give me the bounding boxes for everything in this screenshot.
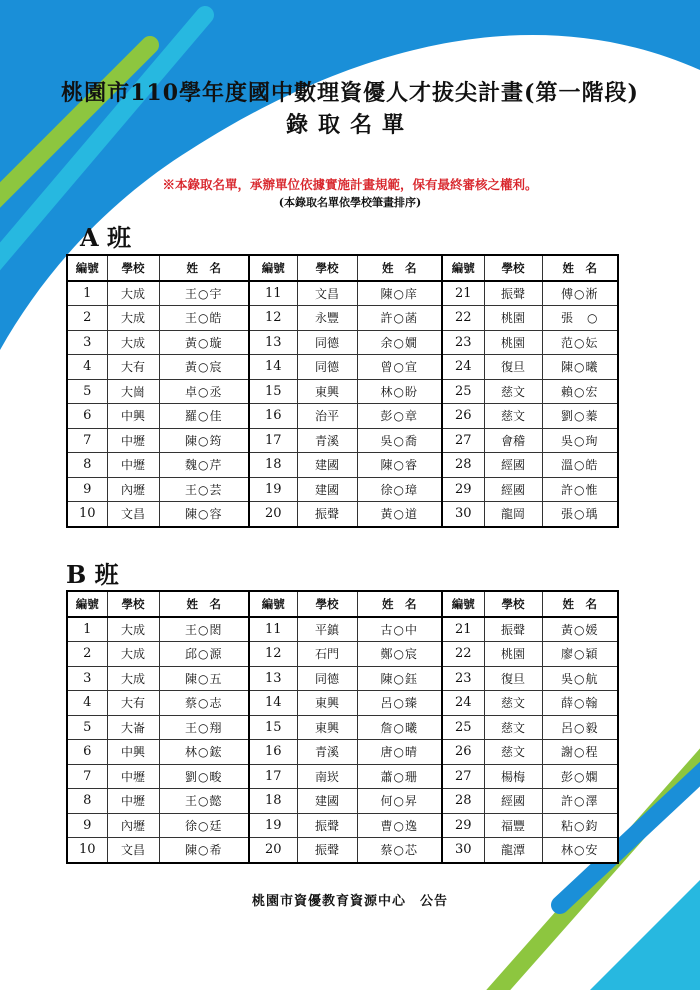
number-cell: 29: [442, 477, 484, 502]
name-cell: 蕭○珊: [357, 764, 442, 789]
school-cell: 青溪: [297, 428, 357, 453]
school-cell: 文昌: [107, 838, 159, 863]
name-cell: 林○鋐: [159, 740, 249, 765]
name-cell: 賴○宏: [542, 379, 618, 404]
name-cell: 黃○璇: [159, 330, 249, 355]
school-cell: 青溪: [297, 740, 357, 765]
school-cell: 慈文: [484, 715, 542, 740]
sort-note: (本錄取名單依學校筆畫排序): [278, 196, 422, 209]
name-cell: 廖○穎: [542, 642, 618, 667]
number-cell: 28: [442, 789, 484, 814]
school-cell: 慈文: [484, 404, 542, 429]
number-cell: 11: [249, 281, 297, 306]
school-cell: 經國: [484, 789, 542, 814]
school-cell: 東興: [297, 691, 357, 716]
number-cell: 19: [249, 813, 297, 838]
name-cell: 徐○璋: [357, 477, 442, 502]
header-num: 編號: [67, 591, 107, 617]
number-cell: 6: [67, 404, 107, 429]
number-cell: 29: [442, 813, 484, 838]
name-cell: 吳○航: [542, 666, 618, 691]
table-row: [67, 502, 618, 527]
school-cell: 振聲: [297, 813, 357, 838]
table-row: [67, 740, 618, 765]
table-row: [67, 789, 618, 814]
number-cell: 4: [67, 355, 107, 380]
number-cell: 7: [67, 764, 107, 789]
name-cell: 林○盼: [357, 379, 442, 404]
number-cell: 15: [249, 379, 297, 404]
school-cell: 楊梅: [484, 764, 542, 789]
school-cell: 桃園: [484, 330, 542, 355]
name-cell: 蔡○芯: [357, 838, 442, 863]
header-name: 姓 名: [159, 591, 249, 617]
name-cell: 呂○毅: [542, 715, 618, 740]
school-cell: 石門: [297, 642, 357, 667]
name-cell: 黃○媛: [542, 617, 618, 642]
number-cell: 12: [249, 642, 297, 667]
name-cell: 王○芸: [159, 477, 249, 502]
school-cell: 復旦: [484, 355, 542, 380]
name-cell: 王○皓: [159, 306, 249, 331]
table-row: [67, 691, 618, 716]
page-title: 桃園市110學年度國中數理資優人才拔尖計畫(第一階段): [61, 80, 639, 106]
school-cell: 內壢: [107, 477, 159, 502]
name-cell: 陳○鈺: [357, 666, 442, 691]
school-cell: 文昌: [107, 502, 159, 527]
school-cell: 中興: [107, 740, 159, 765]
number-cell: 1: [67, 617, 107, 642]
name-cell: 吳○喬: [357, 428, 442, 453]
name-cell: 許○菡: [357, 306, 442, 331]
name-cell: 陳○容: [159, 502, 249, 527]
number-cell: 11: [249, 617, 297, 642]
header-num: 編號: [442, 591, 484, 617]
number-cell: 18: [249, 453, 297, 478]
name-cell: 王○閎: [159, 617, 249, 642]
name-cell: 林○安: [542, 838, 618, 863]
number-cell: 5: [67, 379, 107, 404]
header-school: 學校: [297, 255, 357, 281]
number-cell: 18: [249, 789, 297, 814]
number-cell: 1: [67, 281, 107, 306]
header-name: 姓 名: [159, 255, 249, 281]
school-cell: 慈文: [484, 740, 542, 765]
header-num: 編號: [249, 591, 297, 617]
school-cell: 振聲: [484, 617, 542, 642]
number-cell: 20: [249, 838, 297, 863]
school-cell: 振聲: [297, 502, 357, 527]
number-cell: 9: [67, 813, 107, 838]
class-b-table: [66, 590, 619, 864]
name-cell: 王○翔: [159, 715, 249, 740]
number-cell: 24: [442, 691, 484, 716]
header-num: 編號: [67, 255, 107, 281]
name-cell: 粘○鈞: [542, 813, 618, 838]
number-cell: 27: [442, 764, 484, 789]
name-cell: 黃○道: [357, 502, 442, 527]
header-num: 編號: [249, 255, 297, 281]
number-cell: 17: [249, 428, 297, 453]
number-cell: 22: [442, 306, 484, 331]
number-cell: 21: [442, 281, 484, 306]
school-cell: 建國: [297, 477, 357, 502]
number-cell: 25: [442, 379, 484, 404]
header-name: 姓 名: [542, 255, 618, 281]
number-cell: 16: [249, 740, 297, 765]
number-cell: 20: [249, 502, 297, 527]
name-cell: 許○惟: [542, 477, 618, 502]
table-row: [67, 715, 618, 740]
name-cell: 邱○源: [159, 642, 249, 667]
number-cell: 9: [67, 477, 107, 502]
table-row: [67, 617, 618, 642]
notice-text: ※本錄取名單，承辦單位依據實施計畫規範，保有最終審核之權利。: [162, 177, 538, 192]
number-cell: 13: [249, 666, 297, 691]
class-b-title: B 班: [66, 560, 119, 589]
number-cell: 8: [67, 453, 107, 478]
school-cell: 大成: [107, 330, 159, 355]
header-school: 學校: [484, 255, 542, 281]
name-cell: 余○嫺: [357, 330, 442, 355]
table-row: [67, 404, 618, 429]
name-cell: 王○宇: [159, 281, 249, 306]
school-cell: 東興: [297, 379, 357, 404]
name-cell: 范○妘: [542, 330, 618, 355]
name-cell: 呂○臻: [357, 691, 442, 716]
number-cell: 24: [442, 355, 484, 380]
school-cell: 中興: [107, 404, 159, 429]
footer-announcement: 桃園市資優教育資源中心 公告: [251, 894, 448, 909]
number-cell: 30: [442, 838, 484, 863]
page-subtitle: 錄取名單: [285, 112, 414, 138]
number-cell: 12: [249, 306, 297, 331]
school-cell: 中壢: [107, 789, 159, 814]
school-cell: 永豐: [297, 306, 357, 331]
number-cell: 4: [67, 691, 107, 716]
school-cell: 同德: [297, 330, 357, 355]
number-cell: 22: [442, 642, 484, 667]
table-row: [67, 813, 618, 838]
name-cell: 詹○曦: [357, 715, 442, 740]
name-cell: 陳○五: [159, 666, 249, 691]
number-cell: 13: [249, 330, 297, 355]
name-cell: 陳○曦: [542, 355, 618, 380]
table-row: [67, 642, 618, 667]
name-cell: 羅○佳: [159, 404, 249, 429]
name-cell: 徐○廷: [159, 813, 249, 838]
name-cell: 劉○畯: [159, 764, 249, 789]
school-cell: 慈文: [484, 379, 542, 404]
name-cell: 傅○淅: [542, 281, 618, 306]
table-row: [67, 764, 618, 789]
header-school: 學校: [484, 591, 542, 617]
school-cell: 文昌: [297, 281, 357, 306]
table-row: [67, 330, 618, 355]
name-cell: 陳○希: [159, 838, 249, 863]
school-cell: 復旦: [484, 666, 542, 691]
name-cell: 吳○珣: [542, 428, 618, 453]
school-cell: 建國: [297, 453, 357, 478]
name-cell: 蔡○志: [159, 691, 249, 716]
header-num: 編號: [442, 255, 484, 281]
number-cell: 19: [249, 477, 297, 502]
name-cell: 陳○筠: [159, 428, 249, 453]
number-cell: 27: [442, 428, 484, 453]
number-cell: 26: [442, 404, 484, 429]
number-cell: 21: [442, 617, 484, 642]
number-cell: 3: [67, 666, 107, 691]
table-row: [67, 453, 618, 478]
school-cell: 慈文: [484, 691, 542, 716]
header-school: 學校: [107, 255, 159, 281]
name-cell: 鄭○宸: [357, 642, 442, 667]
number-cell: 14: [249, 355, 297, 380]
name-cell: 陳○睿: [357, 453, 442, 478]
school-cell: 桃園: [484, 642, 542, 667]
number-cell: 15: [249, 715, 297, 740]
school-cell: 桃園: [484, 306, 542, 331]
name-cell: 古○中: [357, 617, 442, 642]
class-a-title: A 班: [80, 223, 131, 252]
number-cell: 17: [249, 764, 297, 789]
table-row: [67, 355, 618, 380]
school-cell: 振聲: [297, 838, 357, 863]
header-name: 姓 名: [357, 591, 442, 617]
number-cell: 7: [67, 428, 107, 453]
name-cell: 何○昇: [357, 789, 442, 814]
school-cell: 南崁: [297, 764, 357, 789]
name-cell: 薛○翰: [542, 691, 618, 716]
header-school: 學校: [297, 591, 357, 617]
school-cell: 平鎮: [297, 617, 357, 642]
table-row: [67, 379, 618, 404]
number-cell: 6: [67, 740, 107, 765]
number-cell: 16: [249, 404, 297, 429]
school-cell: 龍岡: [484, 502, 542, 527]
name-cell: 黃○宸: [159, 355, 249, 380]
table-row: [67, 281, 618, 306]
name-cell: 彭○章: [357, 404, 442, 429]
number-cell: 23: [442, 330, 484, 355]
school-cell: 大成: [107, 306, 159, 331]
number-cell: 30: [442, 502, 484, 527]
name-cell: 許○澤: [542, 789, 618, 814]
number-cell: 23: [442, 666, 484, 691]
name-cell: 謝○程: [542, 740, 618, 765]
school-cell: 龍潭: [484, 838, 542, 863]
school-cell: 東興: [297, 715, 357, 740]
class-a-table: [66, 254, 619, 528]
number-cell: 8: [67, 789, 107, 814]
name-cell: 唐○晴: [357, 740, 442, 765]
name-cell: 陳○庠: [357, 281, 442, 306]
school-cell: 大成: [107, 281, 159, 306]
school-cell: 經國: [484, 477, 542, 502]
school-cell: 大成: [107, 642, 159, 667]
school-cell: 治平: [297, 404, 357, 429]
number-cell: 26: [442, 740, 484, 765]
number-cell: 28: [442, 453, 484, 478]
table-row: [67, 666, 618, 691]
number-cell: 5: [67, 715, 107, 740]
table-row: [67, 428, 618, 453]
school-cell: 建國: [297, 789, 357, 814]
table-row: [67, 477, 618, 502]
school-cell: 大成: [107, 666, 159, 691]
number-cell: 2: [67, 306, 107, 331]
school-cell: 內壢: [107, 813, 159, 838]
name-cell: 彭○嫻: [542, 764, 618, 789]
school-cell: 福豐: [484, 813, 542, 838]
number-cell: 3: [67, 330, 107, 355]
name-cell: 張 ○: [542, 306, 618, 331]
number-cell: 10: [67, 838, 107, 863]
number-cell: 25: [442, 715, 484, 740]
school-cell: 中壢: [107, 764, 159, 789]
school-cell: 同德: [297, 666, 357, 691]
table-row: [67, 306, 618, 331]
header-name: 姓 名: [542, 591, 618, 617]
name-cell: 曾○宣: [357, 355, 442, 380]
school-cell: 大成: [107, 617, 159, 642]
name-cell: 溫○皓: [542, 453, 618, 478]
school-cell: 同德: [297, 355, 357, 380]
name-cell: 張○瑀: [542, 502, 618, 527]
school-cell: 振聲: [484, 281, 542, 306]
school-cell: 中壢: [107, 453, 159, 478]
school-cell: 大崗: [107, 379, 159, 404]
header-name: 姓 名: [357, 255, 442, 281]
name-cell: 王○懿: [159, 789, 249, 814]
school-cell: 大有: [107, 355, 159, 380]
name-cell: 魏○芹: [159, 453, 249, 478]
number-cell: 14: [249, 691, 297, 716]
name-cell: 曹○逸: [357, 813, 442, 838]
header-school: 學校: [107, 591, 159, 617]
name-cell: 劉○蓁: [542, 404, 618, 429]
school-cell: 會稽: [484, 428, 542, 453]
school-cell: 大有: [107, 691, 159, 716]
number-cell: 2: [67, 642, 107, 667]
school-cell: 大崙: [107, 715, 159, 740]
name-cell: 卓○丞: [159, 379, 249, 404]
school-cell: 中壢: [107, 428, 159, 453]
table-row: [67, 838, 618, 863]
number-cell: 10: [67, 502, 107, 527]
school-cell: 經國: [484, 453, 542, 478]
